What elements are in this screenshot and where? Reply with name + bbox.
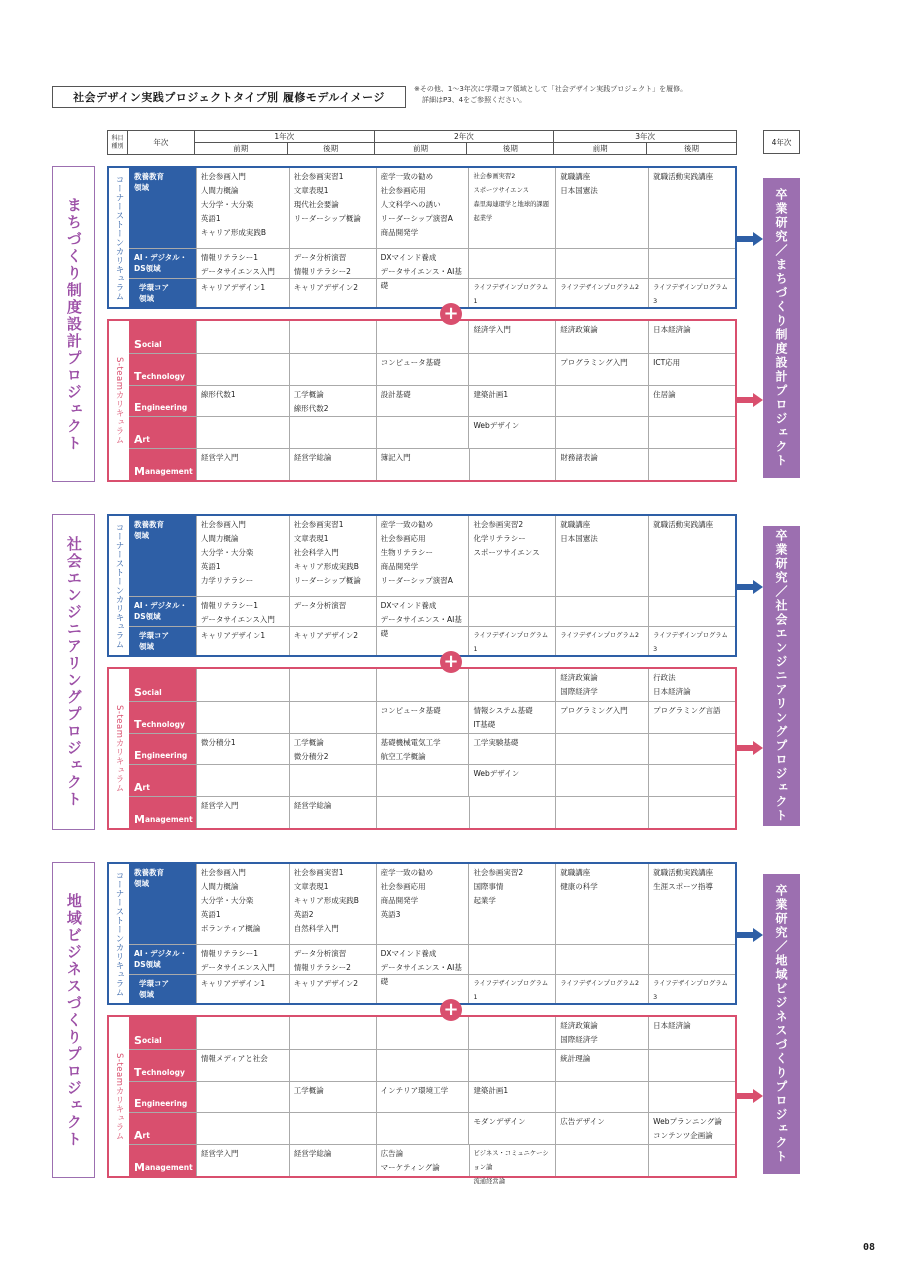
graduation-research-label: 卒業研究／地域ビジネスづくりプロジェクト — [763, 874, 800, 1174]
year2-header: 2年次 — [374, 131, 554, 143]
initial-letter: T — [134, 717, 142, 731]
course-cell: ライフデザインプログラム2 — [555, 279, 648, 307]
course-cell — [376, 669, 469, 701]
curriculum-row — [129, 733, 735, 765]
initial-letter: T — [134, 369, 142, 383]
course-cell — [648, 734, 735, 765]
course-cell: 簿記入門 — [376, 449, 469, 480]
initial-letter: E — [134, 1097, 142, 1111]
course-cell — [469, 797, 556, 828]
course-cell — [289, 354, 376, 385]
course-cell — [289, 321, 376, 353]
row-label — [129, 386, 196, 417]
curriculum-row — [129, 278, 735, 307]
course-cell: 就職講座 健康の科学 — [555, 864, 648, 944]
cornerstone-label: コーナーストーンカリキュラム — [114, 522, 124, 649]
course-cell: 財務諸表論 — [555, 449, 648, 480]
footnote — [414, 84, 734, 106]
word-rest: ocial — [141, 1035, 162, 1045]
course-cell: キャリアデザイン1 — [196, 279, 289, 307]
initial-letter: E — [134, 401, 142, 415]
curriculum-row — [129, 701, 735, 733]
course-cell — [196, 417, 289, 448]
row-label — [129, 1113, 196, 1144]
row-label — [129, 321, 196, 353]
course-cell: 工学実験基礎 — [468, 734, 555, 765]
course-cell: キャリアデザイン2 — [289, 627, 376, 655]
course-cell: 経営学総論 — [289, 1145, 376, 1176]
curriculum-row — [129, 1081, 735, 1113]
course-cell: プログラミング言語 — [648, 702, 735, 733]
curriculum-row — [129, 516, 735, 596]
row-label: AI・デジタル・ DS領域 — [129, 597, 196, 626]
course-cell — [289, 1050, 376, 1081]
row-label — [129, 1145, 196, 1176]
row-label: 教養教育 領域 — [129, 864, 196, 944]
row-label: 教養教育 領域 — [129, 516, 196, 596]
term-zenki: 前期 — [194, 143, 287, 155]
course-cell — [469, 449, 556, 480]
course-cell: Webプランニング論 コンテンツ企画論 — [648, 1113, 735, 1144]
course-cell — [376, 1113, 469, 1144]
course-cell: 広告論 マーケティング論 — [376, 1145, 469, 1176]
course-cell: 社会参画実習2 化学リテラシー スポーツサイエンス — [468, 516, 555, 596]
course-cell: DXマインド養成 データサイエンス・AI基礎 — [376, 945, 469, 974]
row-label — [129, 702, 196, 733]
row-label — [129, 1017, 196, 1049]
course-cell — [555, 945, 648, 974]
graduation-research-label: 卒業研究／社会エンジニアリングプロジェクト — [763, 526, 800, 826]
course-cell: 情報リテラシー1 データサイエンス入門 — [196, 945, 289, 974]
term-zenki: 前期 — [374, 143, 467, 155]
course-cell — [196, 669, 289, 701]
row-label — [129, 1050, 196, 1081]
course-cell — [376, 321, 469, 353]
course-cell: 日本経済論 — [648, 1017, 735, 1049]
course-cell — [648, 945, 735, 974]
course-cell — [289, 1017, 376, 1049]
curriculum-row — [129, 1017, 735, 1049]
course-cell — [196, 354, 289, 385]
row-label — [129, 417, 196, 448]
steam-block — [107, 1015, 737, 1186]
term-zenki: 前期 — [554, 143, 647, 155]
course-cell: 情報メディアと社会 — [196, 1050, 289, 1081]
course-cell: 就職講座 日本国憲法 — [555, 168, 648, 248]
course-cell: 住居論 — [648, 386, 735, 417]
course-cell — [555, 1145, 648, 1176]
arrow-right-icon — [737, 1088, 763, 1102]
course-cell: 社会参画実習1 文章表現1 現代社会要論 リーダーシップ概論 — [289, 168, 376, 248]
curriculum-row — [129, 626, 735, 655]
row-label: 学環コア 領域 — [129, 975, 196, 1003]
curriculum-row — [129, 669, 735, 701]
row-label — [129, 765, 196, 796]
page-number: 08 — [863, 1242, 876, 1253]
course-cell: 経営学入門 — [196, 449, 289, 480]
initial-letter: A — [134, 781, 143, 795]
course-cell: 工学概論 微分積分2 — [289, 734, 376, 765]
course-cell — [468, 1050, 555, 1081]
word-rest: echnology — [141, 1067, 185, 1077]
steam-label: S-teamカリキュラム — [114, 704, 124, 793]
arrow-right-icon — [737, 740, 763, 754]
course-cell: 経営学総論 — [289, 449, 376, 480]
project-title: 地域ビジネスづくりプロジェクト — [52, 862, 95, 1178]
project-title: まちづくり制度設計プロジェクト — [52, 166, 95, 482]
course-cell: ライフデザインプログラム1 — [468, 627, 555, 655]
word-rest: rt — [142, 435, 150, 445]
term-kouki: 後期 — [287, 143, 374, 155]
plus-icon: + — [440, 303, 462, 325]
course-cell: 就職活動実践講座 — [648, 516, 735, 596]
word-rest: rt — [142, 1131, 150, 1141]
course-cell: ライフデザインプログラム3 — [648, 279, 735, 307]
kamoku-header: 科目 種別 — [108, 131, 128, 155]
row-label: 学環コア 領域 — [129, 627, 196, 655]
course-cell — [555, 765, 648, 796]
arrow-right-icon — [737, 231, 763, 245]
course-cell: 統計理論 — [555, 1050, 648, 1081]
course-cell: 建築計画1 — [468, 386, 555, 417]
course-cell — [555, 1082, 648, 1113]
row-label — [129, 449, 196, 480]
initial-letter: M — [134, 464, 145, 478]
course-cell — [648, 797, 735, 828]
course-cell: Webデザイン — [468, 417, 555, 448]
row-label — [129, 669, 196, 701]
course-cell — [648, 765, 735, 796]
word-rest: anagement — [144, 466, 193, 476]
course-cell — [468, 249, 555, 278]
course-cell — [648, 1050, 735, 1081]
course-cell: 情報リテラシー1 データサイエンス入門 — [196, 597, 289, 626]
course-cell: 工学概論 線形代数2 — [289, 386, 376, 417]
course-cell — [648, 449, 735, 480]
course-cell: 社会参画実習1 文章表現1 社会科学入門 キャリア形成実践B リーダーシップ概論 — [289, 516, 376, 596]
course-cell: 社会参画実習2 スポーツサイエンス 森里海連環学と地球的課題 起業学 — [468, 168, 555, 248]
curriculum-row — [129, 764, 735, 796]
course-cell — [555, 734, 648, 765]
cornerstone-block — [107, 862, 737, 1005]
course-cell: 行政法 日本経済論 — [648, 669, 735, 701]
course-cell — [648, 249, 735, 278]
course-cell — [196, 765, 289, 796]
course-cell: データ分析演習 — [289, 597, 376, 626]
course-cell: コンピュータ基礎 — [376, 702, 469, 733]
course-cell: 社会参画入門 人間力概論 大分学・大分楽 英語1 力学リテラシー — [196, 516, 289, 596]
curriculum-row — [129, 1112, 735, 1144]
course-cell: 経済学入門 — [468, 321, 555, 353]
year1-header: 1年次 — [194, 131, 374, 143]
word-rest: ocial — [141, 339, 162, 349]
course-cell — [555, 797, 648, 828]
course-cell: キャリアデザイン1 — [196, 627, 289, 655]
curriculum-row — [129, 1144, 735, 1186]
course-cell: データ分析演習 情報リテラシー2 — [289, 945, 376, 974]
steam-block — [107, 667, 737, 830]
course-cell — [468, 354, 555, 385]
course-cell: 建築計画1 — [468, 1082, 555, 1113]
word-rest: ngineering — [141, 751, 188, 761]
course-cell — [196, 1082, 289, 1113]
curriculum-row — [129, 168, 735, 248]
plus-icon: + — [440, 999, 462, 1021]
course-cell: モダンデザイン — [468, 1113, 555, 1144]
curriculum-row — [129, 1049, 735, 1081]
course-cell — [468, 669, 555, 701]
course-cell: DXマインド養成 データサイエンス・AI基礎 — [376, 597, 469, 626]
year4-header: 4年次 — [763, 130, 800, 154]
course-cell — [289, 1113, 376, 1144]
course-cell: ライフデザインプログラム2 — [555, 627, 648, 655]
course-cell — [376, 1050, 469, 1081]
course-cell: プログラミング入門 — [555, 354, 648, 385]
graduation-research-label: 卒業研究／まちづくり制度設計プロジェクト — [763, 178, 800, 478]
term-kouki: 後期 — [647, 143, 737, 155]
course-cell: 産学一致の勧め 社会参画応用 人文科学への誘い リーダーシップ演習A 商品開発学 — [376, 168, 469, 248]
course-cell: キャリアデザイン2 — [289, 279, 376, 307]
course-cell: キャリアデザイン1 — [196, 975, 289, 1003]
course-cell: 微分積分1 — [196, 734, 289, 765]
curriculum-row — [129, 416, 735, 448]
curriculum-row — [129, 385, 735, 417]
course-cell: ICT応用 — [648, 354, 735, 385]
course-cell: DXマインド養成 データサイエンス・AI基礎 — [376, 249, 469, 278]
project-title: 社会エンジニアリングプロジェクト — [52, 514, 95, 830]
course-cell: ライフデザインプログラム1 — [468, 279, 555, 307]
cornerstone-block — [107, 166, 737, 309]
course-cell: インテリア環境工学 — [376, 1082, 469, 1113]
word-rest: anagement — [144, 814, 193, 824]
course-cell — [648, 1082, 735, 1113]
course-cell: 工学概論 — [289, 1082, 376, 1113]
initial-letter: M — [134, 1160, 145, 1174]
curriculum-row — [129, 321, 735, 353]
cornerstone-label: コーナーストーンカリキュラム — [114, 174, 124, 301]
course-cell: 就職活動実践講座 生涯スポーツ指導 — [648, 864, 735, 944]
course-cell: 社会参画実習2 国際事情 起業学 — [468, 864, 555, 944]
initial-letter: A — [134, 433, 143, 447]
initial-letter: S — [134, 1033, 142, 1047]
row-label — [129, 734, 196, 765]
cornerstone-block — [107, 514, 737, 657]
row-label: 教養教育 領域 — [129, 168, 196, 248]
row-label: AI・デジタル・ DS領域 — [129, 249, 196, 278]
course-cell: ライフデザインプログラム3 — [648, 627, 735, 655]
course-cell — [196, 702, 289, 733]
course-cell: 就職講座 日本国憲法 — [555, 516, 648, 596]
row-label: 学環コア 領域 — [129, 279, 196, 307]
course-cell — [555, 597, 648, 626]
course-cell — [289, 417, 376, 448]
course-cell — [289, 765, 376, 796]
course-cell: 日本経済論 — [648, 321, 735, 353]
course-cell — [468, 597, 555, 626]
course-cell: 産学一致の勧め 社会参画応用 生物リテラシー 商品開発学 リーダーシップ演習A — [376, 516, 469, 596]
initial-letter: E — [134, 749, 142, 763]
word-rest: echnology — [141, 371, 185, 381]
course-cell: 設計基礎 — [376, 386, 469, 417]
initial-letter: T — [134, 1065, 142, 1079]
row-label: AI・デジタル・ DS領域 — [129, 945, 196, 974]
word-rest: anagement — [144, 1162, 193, 1172]
curriculum-row — [129, 864, 735, 944]
word-rest: ngineering — [141, 403, 188, 413]
course-cell: 経済政策論 国際経済学 — [555, 1017, 648, 1049]
course-cell: ライフデザインプログラム3 — [648, 975, 735, 1003]
course-cell: 社会参画入門 人間力概論 大分学・大分楽 英語1 キャリア形成実践B — [196, 168, 289, 248]
nenji-header: 年次 — [127, 131, 194, 155]
curriculum-row — [129, 448, 735, 480]
course-cell: コンピュータ基礎 — [376, 354, 469, 385]
course-cell — [376, 797, 469, 828]
course-cell — [376, 1017, 469, 1049]
course-cell: ビジネス・コミュニケーション論 流通経営論 — [469, 1145, 556, 1176]
course-cell — [648, 597, 735, 626]
note-line-1: ※その他、1〜3年次に学環コア領域として「社会デザイン実践プロジェクト」を履修。 — [414, 85, 688, 93]
course-cell: 就職活動実践講座 — [648, 168, 735, 248]
course-cell — [376, 765, 469, 796]
course-cell: 経営学入門 — [196, 797, 289, 828]
course-cell — [196, 321, 289, 353]
course-cell: プログラミング入門 — [555, 702, 648, 733]
word-rest: ngineering — [141, 1099, 188, 1109]
cornerstone-label: コーナーストーンカリキュラム — [114, 870, 124, 997]
course-cell — [555, 249, 648, 278]
initial-letter: M — [134, 812, 145, 826]
course-cell: ライフデザインプログラム2 — [555, 975, 648, 1003]
course-cell: 社会参画実習1 文章表現1 キャリア形成実践B 英語2 自然科学入門 — [289, 864, 376, 944]
course-cell — [648, 417, 735, 448]
note-line-2: 詳細はP3、4をご参照ください。 — [422, 96, 527, 104]
initial-letter: A — [134, 1129, 143, 1143]
arrow-right-icon — [737, 392, 763, 406]
course-cell: 社会参画入門 人間力概論 大分学・大分楽 英語1 ボランティア概論 — [196, 864, 289, 944]
course-cell: データ分析演習 情報リテラシー2 — [289, 249, 376, 278]
word-rest: echnology — [141, 719, 185, 729]
course-cell: 経営学入門 — [196, 1145, 289, 1176]
course-cell — [289, 669, 376, 701]
course-cell — [648, 1145, 735, 1176]
course-cell: 情報システム基礎 IT基礎 — [468, 702, 555, 733]
year-header-table — [107, 130, 737, 155]
course-cell — [196, 1113, 289, 1144]
course-cell — [468, 1017, 555, 1049]
initial-letter: S — [134, 337, 142, 351]
page-title: 社会デザイン実践プロジェクトタイプ別 履修モデルイメージ — [52, 86, 406, 108]
row-label — [129, 354, 196, 385]
steam-label: S-teamカリキュラム — [114, 356, 124, 445]
course-cell — [196, 1017, 289, 1049]
word-rest: ocial — [141, 687, 162, 697]
arrow-right-icon — [737, 927, 763, 941]
course-cell: Webデザイン — [468, 765, 555, 796]
course-cell: 経営学総論 — [289, 797, 376, 828]
steam-block — [107, 319, 737, 482]
course-cell: 経済政策論 国際経済学 — [555, 669, 648, 701]
course-cell — [468, 945, 555, 974]
word-rest: rt — [142, 783, 150, 793]
curriculum-row — [129, 353, 735, 385]
course-cell: ライフデザインプログラム1 — [468, 975, 555, 1003]
course-cell: キャリアデザイン2 — [289, 975, 376, 1003]
course-cell: 経済政策論 — [555, 321, 648, 353]
course-cell: 情報リテラシー1 データサイエンス入門 — [196, 249, 289, 278]
plus-icon: + — [440, 651, 462, 673]
course-cell — [289, 702, 376, 733]
course-cell: 基礎機械電気工学 航空工学概論 — [376, 734, 469, 765]
course-cell: 線形代数1 — [196, 386, 289, 417]
course-cell: 産学一致の勧め 社会参画応用 商品開発学 英語3 — [376, 864, 469, 944]
course-cell: 広告デザイン — [555, 1113, 648, 1144]
row-label — [129, 1082, 196, 1113]
term-kouki: 後期 — [467, 143, 554, 155]
arrow-right-icon — [737, 579, 763, 593]
course-cell — [376, 417, 469, 448]
course-cell — [555, 386, 648, 417]
curriculum-row — [129, 796, 735, 828]
row-label — [129, 797, 196, 828]
steam-label: S-teamカリキュラム — [114, 1052, 124, 1141]
curriculum-row — [129, 974, 735, 1003]
year3-header: 3年次 — [554, 131, 737, 143]
course-cell — [555, 417, 648, 448]
initial-letter: S — [134, 685, 142, 699]
